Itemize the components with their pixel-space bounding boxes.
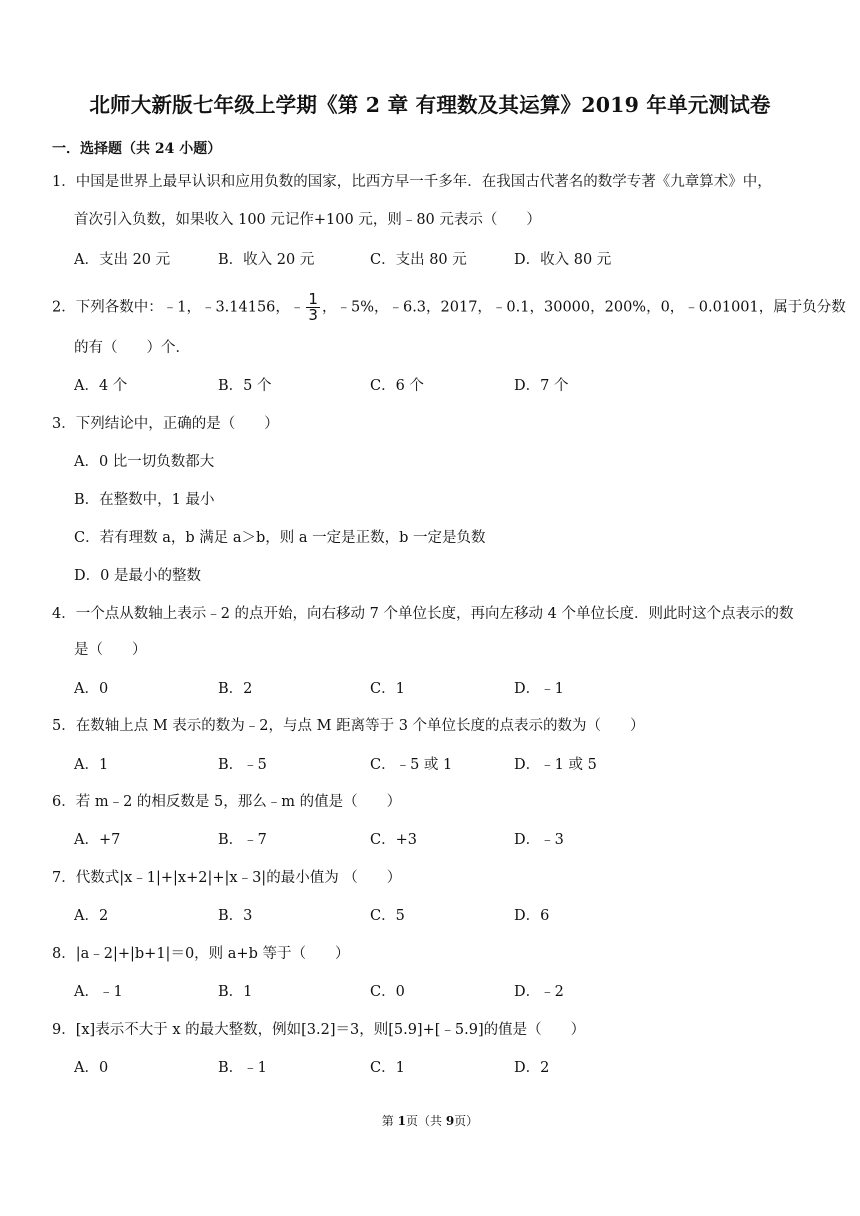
option-b: B．3 [218,908,253,924]
question-5-text: 5．在数轴上点 M 表示的数为﹣2，与点 M 距离等于 3 个单位长度的点表示的数为（ ） [52,718,645,734]
fraction-numerator: 1 [308,290,318,308]
fraction-one-third [306,292,320,323]
question-8-text: 8．|a﹣2|+|b+1|＝0，则 a+b 等于（ ） [52,946,350,962]
option-a: A．支出 20 元 [74,252,171,268]
question-9-options [74,1058,694,1078]
question-3-text: 3．下列结论中，正确的是（ ） [52,416,279,432]
page-footer [0,1112,860,1129]
option-a: A．+7 [74,832,121,848]
question-7-text: 7．代数式|x﹣1|+|x+2|+|x﹣3|的最小值为 （ ） [52,870,402,886]
option-c: C．0 [370,984,405,1000]
option-d: D．6 [514,908,550,924]
question-8-options [74,982,694,1002]
option-d: D．﹣1 [514,681,564,697]
option-b: B．在整数中，1 最小 [74,492,215,508]
option-a: A．﹣1 [74,984,123,1000]
option-b: B．5 个 [218,378,272,394]
option-c: C．+3 [370,832,417,848]
option-a: A．0 比一切负数都大 [74,454,215,470]
option-c: C．若有理数 a，b 满足 a＞b，则 a 一定是正数，b 一定是负数 [74,530,486,546]
option-b: B．2 [218,681,253,697]
option-d: D．﹣1 或 5 [514,757,597,773]
footer-suffix: 页） [454,1114,479,1128]
total-page-number: 9 [445,1114,455,1128]
option-d: D．﹣3 [514,832,564,848]
option-a: A．2 [74,908,109,924]
question-4-options [74,679,694,699]
option-b: B．﹣7 [218,832,267,848]
fraction-denominator: 3 [308,306,318,324]
option-b: B．收入 20 元 [218,252,315,268]
question-1-options [74,250,694,270]
option-c: C．6 个 [370,378,424,394]
question-1-text: 1．中国是世界上最早认识和应用负数的国家，比西方早一千多年．在我国古代著名的数学专著《九章算术》中， [52,174,772,190]
option-c: C．5 [370,908,405,924]
option-c: C．1 [370,1060,405,1076]
option-b: B．1 [218,984,253,1000]
option-d: D．7 个 [514,378,569,394]
option-a: A．0 [74,1060,109,1076]
option-b: B．﹣1 [218,1060,267,1076]
question-2-text-cont: 的有（ ）个． [74,340,190,356]
option-d: D．0 是最小的整数 [74,568,201,584]
option-c: C．﹣5 或 1 [370,757,453,773]
question-2-text-start: 2．下列各数中：﹣1，﹣3.14156，﹣ [52,299,305,316]
question-9-text: 9．[x]表示不大于 x 的最大整数，例如[3.2]＝3，则[5.9]+[﹣5.9]的值是（ ） [52,1022,586,1038]
question-2-text-end: ，﹣5%，﹣6.3，2017，﹣0.1，30000，200%，0，﹣0.01001，属于负分数 [321,299,846,316]
option-a: A．1 [74,757,109,773]
option-d: D．2 [514,1060,550,1076]
question-6-options [74,830,694,850]
option-c: C．支出 80 元 [370,252,467,268]
footer-middle: 页（共 [405,1114,446,1128]
option-d: D．﹣2 [514,984,564,1000]
question-7-options [74,906,694,926]
question-2-options [74,376,694,396]
question-4-text: 4．一个点从数轴上表示﹣2 的点开始，向右移动 7 个单位长度，再向左移动 4 个单位长度．则此时这个点表示的数 [52,606,794,622]
question-1-text-cont: 首次引入负数，如果收入 100 元记作+100 元，则﹣80 元表示（ ） [74,212,541,228]
footer-prefix: 第 [381,1114,398,1128]
question-5-options [74,755,694,775]
section-heading: 一．选择题（共 24 小题） [52,141,222,157]
document-title: 北师大新版七年级上学期《第 2 章 有理数及其运算》2019 年单元测试卷 [89,93,771,117]
option-c: C．1 [370,681,405,697]
question-4-text-cont: 是（ ） [74,642,147,658]
question-2-text [52,292,846,323]
option-b: B．﹣5 [218,757,267,773]
current-page-number: 1 [397,1114,406,1128]
option-a: A．4 个 [74,378,128,394]
option-a: A．0 [74,681,109,697]
option-d: D．收入 80 元 [514,252,612,268]
question-6-text: 6．若 m﹣2 的相反数是 5，那么﹣m 的值是（ ） [52,794,402,810]
